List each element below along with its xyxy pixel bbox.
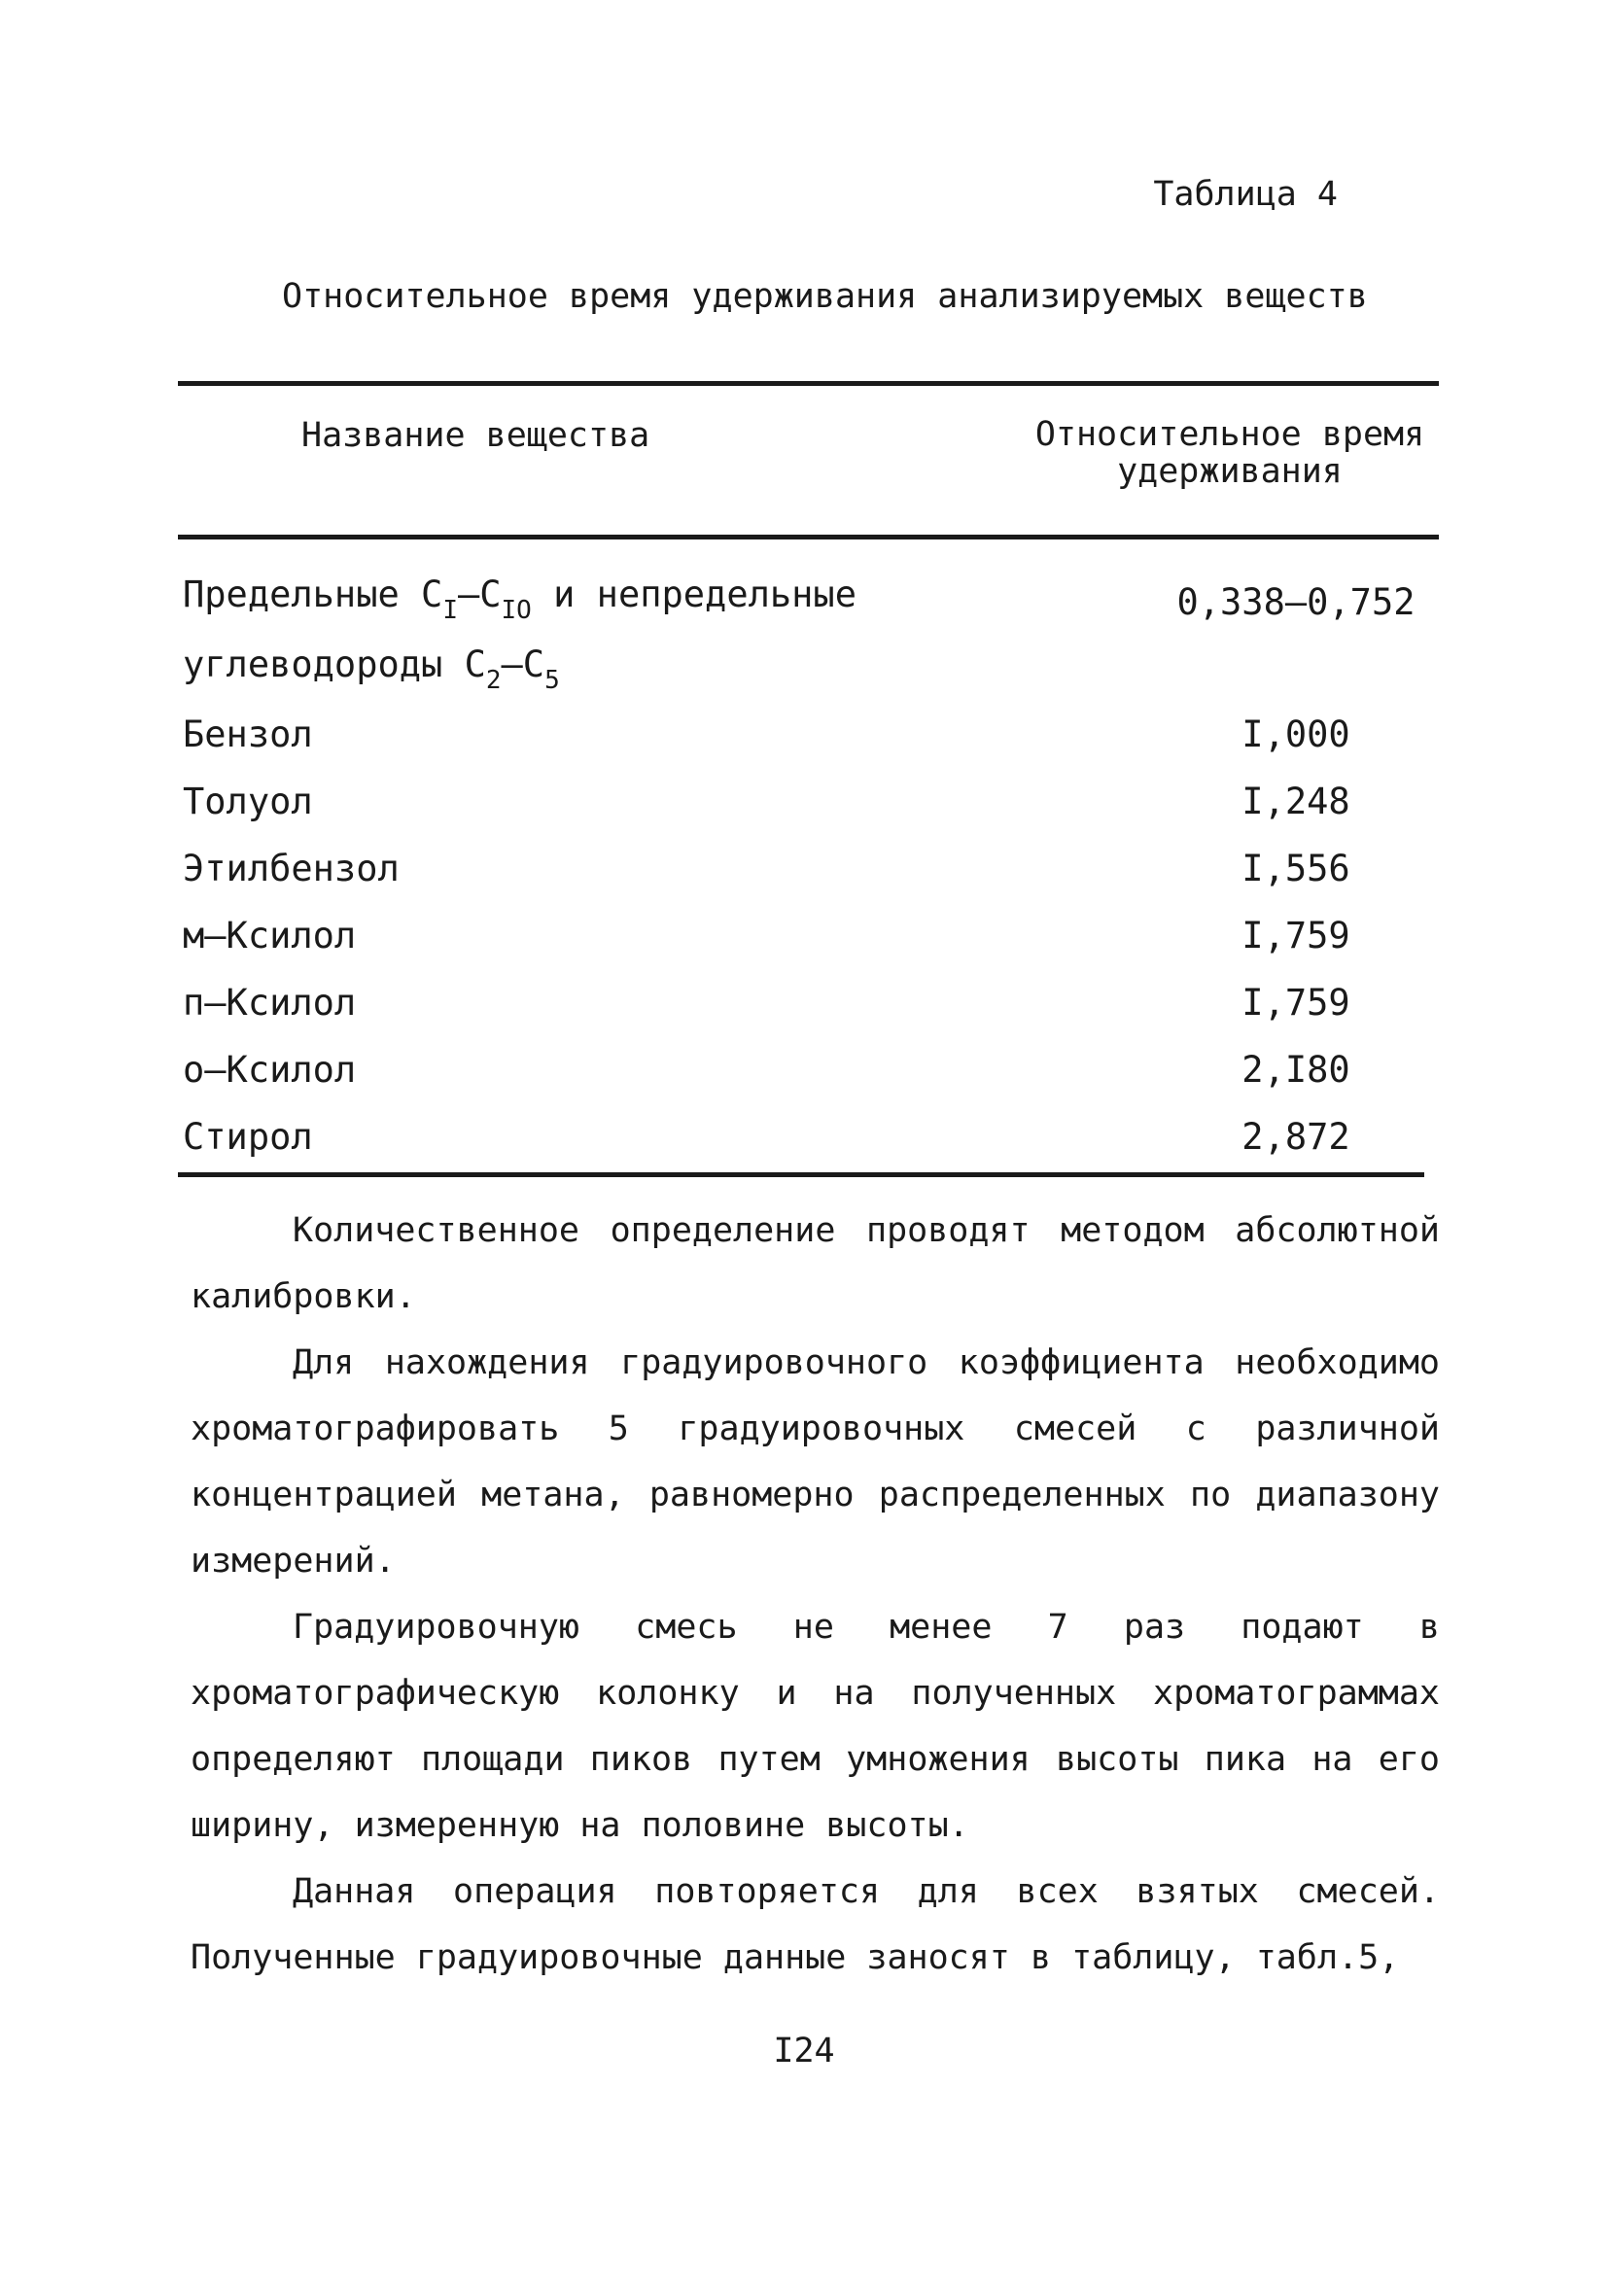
retention-value: 2,872 [1241,1116,1350,1158]
body-text [191,1198,1440,1991]
table-row [183,713,1427,781]
text-part: –С [457,574,502,615]
substance-name: м–Ксилол [183,915,357,957]
retention-value: I,759 [1241,982,1350,1024]
header-retention-time [1031,416,1429,490]
substance-name: Этилбензол [183,848,400,889]
text-part: Предельные С [183,574,443,615]
page-number: I24 [773,2032,835,2070]
substance-name-line2 [183,632,856,702]
retention-value: I,248 [1241,781,1350,822]
substance-name: Стирол [183,1116,313,1158]
paragraph: Градуировочную смесь не менее 7 раз подают в хроматографическую колонку и на полученных хроматограммах определяют площади пиков путем умножения высоты пика на его ширину, измеренную на половине высоты. [191,1608,1440,1845]
retention-value: 2,I80 [1241,1049,1350,1091]
retention-value: 0,338–0,752 [1176,581,1416,623]
header-retention-time-line2: удерживания [1117,452,1343,491]
subscript: 2 [485,666,502,695]
text-part: углеводороды С [183,644,486,685]
paragraph: Для нахождения градуировочного коэффициента необходимо хроматографировать 5 градуировочных смесей с различной концентрацией метана, равномерно распределенных по диапазону измерений. [191,1343,1440,1581]
table-row [183,781,1427,848]
table-header-rule [178,535,1439,539]
table-top-rule [178,381,1439,386]
substance-name: Толуол [183,781,313,822]
table-body [183,562,1427,1183]
subscript: I [442,596,458,625]
table-row [183,982,1427,1049]
table-title: Относительное время удерживания анализируемых веществ [282,277,1368,316]
table-row [183,562,1427,713]
paragraph: Количественное определение проводят методом абсолютной калибровки. [191,1211,1440,1316]
paragraph: Данная операция повторяется для всех взятых смесей. Полученные градуировочные данные заносят в таблицу, табл.5, [191,1872,1440,1977]
substance-name: п–Ксилол [183,982,357,1024]
text-part: и непредельные [531,574,856,615]
retention-value: I,556 [1241,848,1350,889]
subscript: IO [501,596,532,625]
retention-value: I,000 [1241,713,1350,755]
header-retention-time-line1: Относительное время [1034,415,1425,454]
header-substance-name: Название вещества [301,416,650,455]
table-row [183,848,1427,915]
table-label: Таблица 4 [1153,175,1338,214]
subscript: 5 [544,666,560,695]
table-row [183,1049,1427,1116]
substance-name: о–Ксилол [183,1049,357,1091]
table-row [183,915,1427,982]
substance-name-line1 [183,562,856,632]
retention-value: I,759 [1241,915,1350,957]
table-bottom-rule [178,1172,1424,1177]
substance-name [183,562,856,702]
text-part: –С [501,644,545,685]
substance-name: Бензол [183,713,313,755]
